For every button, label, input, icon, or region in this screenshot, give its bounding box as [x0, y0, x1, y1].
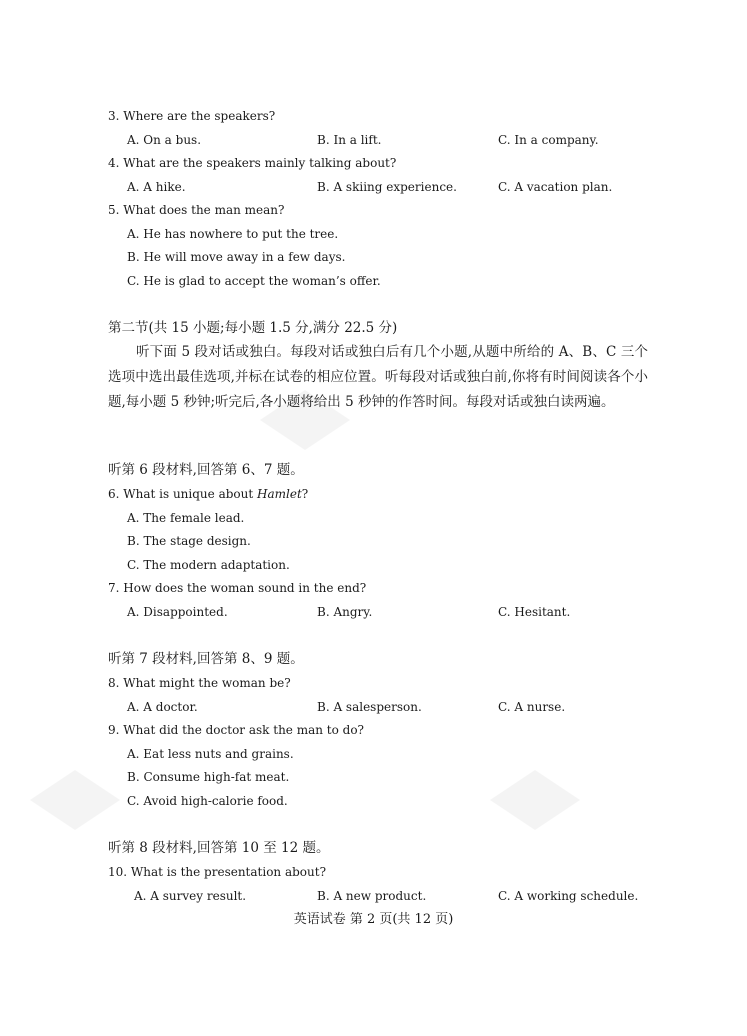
option-6b: B. The stage design. [127, 534, 251, 548]
question-10: 10. What is the presentation about? [108, 865, 327, 879]
option-7c: C. Hesitant. [498, 605, 571, 619]
option-6a: A. The female lead. [127, 511, 245, 525]
option-4c: C. A vacation plan. [498, 180, 613, 194]
question-9: 9. What did the doctor ask the man to do? [108, 723, 364, 737]
option-7a: A. Disappointed. [127, 605, 228, 619]
option-5c: C. He is glad to accept the woman’s offer. [127, 274, 381, 288]
question-6: 6. What is unique about Hamlet? [108, 487, 309, 501]
option-7b: B. Angry. [317, 605, 373, 619]
option-10a: A. A survey result. [134, 889, 247, 903]
section-2-heading: 第二节(共 15 小题;每小题 1.5 分,满分 22.5 分) [108, 320, 398, 336]
option-3b: B. In a lift. [317, 133, 382, 147]
material-8-heading: 听第 8 段材料,回答第 10 至 12 题。 [108, 840, 330, 856]
option-3a: A. On a bus. [127, 133, 202, 147]
option-4b: B. A skiing experience. [317, 180, 457, 194]
material-7-heading: 听第 7 段材料,回答第 8、9 题。 [108, 651, 304, 667]
option-8b: B. A salesperson. [317, 700, 422, 714]
option-9a: A. Eat less nuts and grains. [127, 747, 294, 761]
option-10c: C. A working schedule. [498, 889, 639, 903]
question-8: 8. What might the woman be? [108, 676, 291, 690]
question-3: 3. Where are the speakers? [108, 109, 276, 123]
section-2-instructions: 听下面 5 段对话或独白。每段对话或独白后有几个小题,从题中所给的 A、B、C 三个选项中选出最佳选项,并标在试卷的相应位置。听每段对话或独白前,你将有时间阅读各个小题,每小题 5 秒钟;听完后,各小题将给出 5 秒钟的作答时间。每段对话或独白读两遍。 [108, 344, 648, 410]
watermark-logo-icon [20, 760, 130, 840]
option-10b: B. A new product. [317, 889, 427, 903]
question-4: 4. What are the speakers mainly talking about? [108, 156, 397, 170]
option-8a: A. A doctor. [127, 700, 198, 714]
option-5a: A. He has nowhere to put the tree. [127, 227, 339, 241]
option-8c: C. A nurse. [498, 700, 566, 714]
question-5: 5. What does the man mean? [108, 203, 285, 217]
page-footer: 英语试卷 第 2 页(共 12 页) [293, 912, 454, 927]
material-6-heading: 听第 6 段材料,回答第 6、7 题。 [108, 462, 304, 478]
option-3c: C. In a company. [498, 133, 599, 147]
watermark-logo-icon [480, 760, 590, 840]
option-5b: B. He will move away in a few days. [127, 250, 346, 264]
option-9c: C. Avoid high-calorie food. [127, 794, 288, 808]
option-9b: B. Consume high-fat meat. [127, 770, 290, 784]
option-6c: C. The modern adaptation. [127, 558, 290, 572]
option-4a: A. A hike. [127, 180, 186, 194]
question-7: 7. How does the woman sound in the end? [108, 581, 367, 595]
